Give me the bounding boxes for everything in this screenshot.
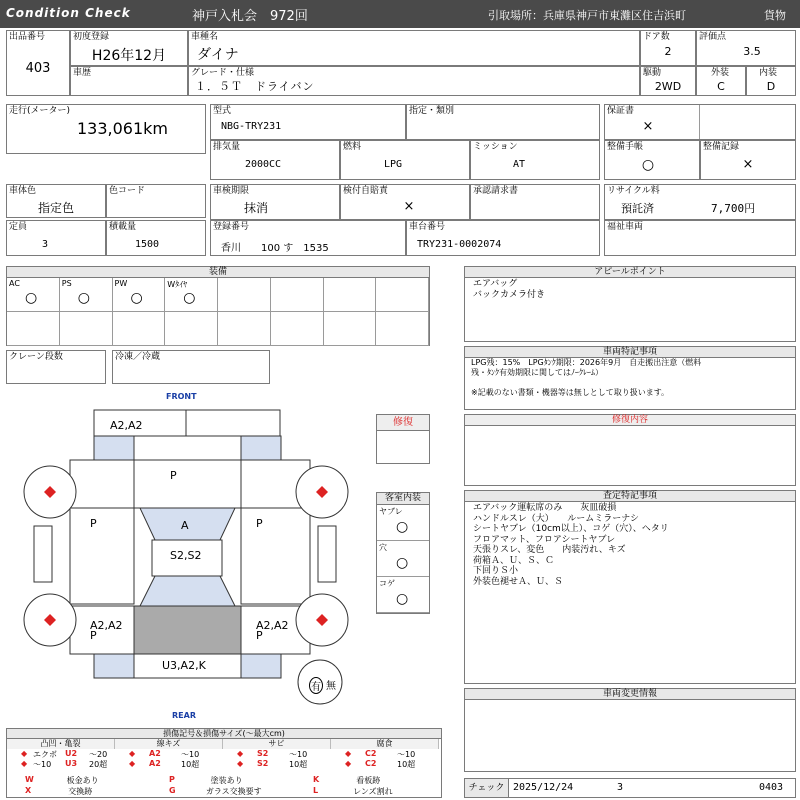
appeal-line-2: バックカメラ付き [473, 290, 546, 300]
legend-key: G [169, 786, 176, 795]
equipment-label: AC [9, 279, 20, 288]
mission-label: ミッション [473, 142, 518, 152]
legend-code: A2 [149, 759, 161, 768]
mileage-label: 走行(メーター) [9, 106, 71, 116]
cabin-title: 客室内装 [377, 493, 429, 505]
exterior-grade: C [717, 80, 725, 93]
designation-label: 指定・類別 [409, 106, 455, 116]
legend-key: P [169, 775, 175, 784]
fuel-box [340, 140, 470, 180]
history-label: 車歴 [73, 68, 92, 78]
equipment-mark: ○ [130, 290, 143, 306]
left-door-damage: P [90, 517, 97, 530]
assessment-line: エアバック運転席のみ 灰皿破損 [473, 503, 617, 513]
assessment-lines [473, 503, 669, 587]
legend-code: A2 [149, 749, 161, 758]
assessment-line: シートヤブレ（10cm以上）、コゲ（穴）、ヘタリ [473, 524, 669, 534]
legend-header: 線キズ [115, 739, 223, 749]
legend-desc: 板金あり [66, 776, 99, 785]
cabin-item [377, 505, 429, 541]
chassis-box [406, 220, 600, 256]
equipment-cell [376, 312, 429, 346]
car-name-label: 車種名 [191, 32, 219, 42]
legend-desc: 交換跡 [68, 787, 93, 796]
first-reg-box [70, 30, 188, 66]
model-box [210, 104, 406, 140]
legend-header: 腐食 [331, 739, 439, 749]
cabin-panel [376, 492, 430, 614]
assessment-line: ハンドルスレ（大） ルームミラーナシ [473, 513, 640, 524]
mission-box [470, 140, 600, 180]
score: 3.5 [743, 45, 761, 58]
roof-damage: S2,S2 [170, 549, 202, 562]
windshield-damage: A [181, 519, 189, 532]
header-bar [0, 0, 800, 28]
drive: 2WD [654, 80, 682, 93]
capacity-label: 定員 [9, 222, 28, 232]
spare-tire-yes: 有 [309, 677, 323, 694]
drive-box [640, 66, 696, 96]
assessment-panel [464, 490, 796, 684]
displacement-box [210, 140, 340, 180]
self-liability: × [403, 199, 415, 214]
equipment-cell [60, 278, 113, 312]
freezer-box [112, 350, 270, 384]
equipment-mark: ○ [25, 290, 38, 306]
special-panel [464, 346, 796, 410]
legend-code: S2 [257, 749, 269, 758]
legend-diamond: ◆ [129, 749, 136, 758]
equipment-title: 装備 [7, 267, 429, 278]
model-label: 型式 [213, 106, 232, 116]
inspection-label: 車検期限 [213, 186, 250, 196]
equipment-cell [113, 312, 166, 346]
cabin-item [377, 577, 429, 613]
interior-label: 内装 [759, 68, 778, 78]
grade: １．５Ｔ ドライバン [195, 80, 315, 93]
capacity: 3 [41, 239, 49, 250]
rear-right-damage: A2,A2 [256, 619, 289, 632]
legend-desc: レンズ割れ [353, 787, 393, 796]
crane-label: クレーン段数 [9, 352, 63, 362]
warranty-label: 保証書 [607, 106, 635, 116]
change-title: 車両変更情報 [465, 689, 795, 700]
equipment-cell [165, 278, 218, 312]
assessment-line: 天張りスレ、変色 内装汚れ、キズ [473, 545, 626, 555]
legend-desc: 看板跡 [356, 776, 381, 785]
assessment-line: 外装色褪せＡ、Ｕ、Ｓ [473, 576, 564, 587]
legend-header: サビ [223, 739, 331, 749]
legend-size: 10超 [289, 760, 308, 769]
equipment-panel [6, 266, 430, 346]
body-color-label: 車体色 [9, 186, 37, 196]
interior-grade: D [766, 80, 776, 93]
inspection-box [210, 184, 340, 220]
maint-record: × [742, 157, 754, 172]
first-reg: H26年12月 [91, 48, 167, 64]
equipment-cell [271, 312, 324, 346]
interior-box [746, 66, 796, 96]
car-name: ダイナ [197, 47, 239, 63]
repair-label: 修復 [377, 415, 429, 431]
special-line-4: ※記載のない書類・機器等は無しとして取り扱います。 [471, 388, 670, 397]
warranty: × [642, 119, 654, 134]
cabin-item-mark: ○ [396, 591, 409, 607]
equipment-label: Wﾀｲﾔ [167, 280, 188, 289]
legend-code: U2 [65, 749, 78, 758]
doors-box [640, 30, 696, 66]
capacity-box [6, 220, 106, 256]
legend-code: U3 [65, 759, 78, 768]
model: NBG-TRY231 [221, 121, 282, 132]
special-line-1: LPG残：15% LPGﾀﾝｸ期限：2026年9月 自走搬出注意（燃料 [471, 358, 702, 367]
special-line-2: 残・ﾀﾝｸ有効期限に関してはﾉｰｸﾚｰﾑ） [471, 368, 603, 377]
equipment-cell [113, 278, 166, 312]
legend-key: W [25, 775, 34, 784]
recycle-label: リサイクル料 [607, 186, 660, 196]
rear-left-damage: A2,A2 [90, 619, 123, 632]
mission: AT [512, 159, 526, 170]
rear-label: REAR [172, 711, 196, 720]
hood-damage: P [170, 469, 177, 482]
assessment-line: 荷箱Ａ、Ｕ、Ｓ、Ｃ [473, 555, 555, 566]
mileage: 133,061km [77, 119, 169, 138]
check-code: 0403 [759, 782, 784, 793]
maint-book-label: 整備手帳 [607, 142, 644, 152]
check-date: 2025/12/24 [513, 782, 574, 793]
legend-size: ～10 [289, 750, 308, 759]
appeal-line-1: エアバッグ [473, 279, 518, 289]
equipment-cell [324, 312, 377, 346]
legend-size: ～20 [89, 750, 108, 759]
cabin-item-label: ヤブレ [379, 507, 403, 516]
reg-number: 香川 100 す 1535 [221, 243, 329, 254]
equipment-cell [218, 278, 271, 312]
vehicle-category: 貨物 [764, 9, 786, 22]
fuel: LPG [383, 159, 403, 170]
spare-tire-no: 無 [326, 681, 336, 692]
chassis-number: TRY231-0002074 [417, 239, 502, 250]
assessment-title: 査定特記事項 [465, 491, 795, 502]
reg-number-box [210, 220, 406, 256]
self-liability-box [340, 184, 470, 220]
designation-box [406, 104, 600, 140]
displacement-label: 排気量 [213, 142, 241, 152]
displacement: 2000CC [244, 159, 282, 170]
equipment-cell [60, 312, 113, 346]
lot-number-box [6, 30, 70, 96]
car-name-box [188, 30, 640, 66]
auction-title: 神戸入札会 972回 [192, 9, 308, 24]
condition-check-title: Condition Check [6, 6, 131, 20]
welfare-label: 福祉車両 [607, 222, 644, 232]
welfare-box [604, 220, 796, 256]
equipment-cell [7, 278, 60, 312]
grade-label: グレード・仕様 [191, 68, 255, 78]
legend-text: エクボ [33, 750, 57, 759]
legend-diamond: ◆ [129, 759, 136, 768]
recycle-status: 預託済 [621, 202, 654, 215]
rear-bumper-damage: U3,A2,K [162, 659, 206, 672]
repair-content-panel [464, 414, 796, 486]
legend-size: 20超 [89, 760, 108, 769]
self-liability-label: 検付自賠責 [343, 186, 389, 196]
recycle-fee: 7,700円 [711, 202, 756, 215]
appeal-title: アピールポイント [465, 267, 795, 278]
score-box [696, 30, 796, 66]
assessment-line: 下回りＳ小 [473, 566, 519, 576]
right-door-damage: P [256, 517, 263, 530]
legend-title: 損傷記号＆損傷サイズ(～最大cm) [7, 729, 441, 739]
legend-code: C2 [365, 759, 377, 768]
maint-record-label: 整備記録 [703, 142, 740, 152]
legend-diamond: ◆ [21, 749, 28, 758]
check-row [464, 778, 796, 798]
legend-text: ～10 [33, 760, 52, 769]
cabin-item-mark: ○ [396, 519, 409, 535]
fuel-label: 燃料 [343, 142, 362, 152]
legend-desc: 塗装あり [210, 776, 243, 785]
check-num: 3 [617, 782, 624, 793]
freezer-label: 冷凍／冷蔵 [115, 352, 161, 362]
cabin-item-mark: ○ [396, 555, 409, 571]
cabin-item [377, 541, 429, 577]
equipment-cell [324, 278, 377, 312]
exterior-label: 外装 [711, 68, 730, 78]
rear-left-paint: P [90, 629, 97, 642]
load-label: 積載量 [109, 222, 137, 232]
equipment-cell [218, 312, 271, 346]
repair-box [376, 414, 430, 464]
legend-code: C2 [365, 749, 377, 758]
approval-label: 承認請求書 [473, 186, 519, 196]
maint-book: ○ [641, 157, 655, 173]
color-code-label: 色コード [109, 186, 146, 196]
approval-box [470, 184, 600, 220]
legend-key: L [313, 786, 319, 795]
assessment-line: フロアマット、フロアシートヤブレ [473, 534, 616, 545]
legend-key: X [25, 786, 32, 795]
rear-right-paint: P [256, 629, 263, 642]
body-color: 指定色 [37, 201, 74, 215]
legend-diamond: ◆ [345, 749, 352, 758]
drive-label: 駆動 [643, 68, 662, 78]
first-reg-label: 初度登録 [73, 32, 110, 42]
repair-content-title: 修復内容 [465, 415, 795, 426]
equipment-cell [7, 312, 60, 346]
cabin-item-label: コゲ [379, 579, 395, 588]
equipment-cell [165, 312, 218, 346]
equipment-mark: ○ [183, 290, 196, 306]
crane-box [6, 350, 106, 384]
doors: 2 [664, 45, 672, 58]
legend-desc: ガラス交換要す [205, 787, 262, 796]
legend-size: 10超 [397, 760, 416, 769]
body-color-box [6, 184, 106, 218]
warranty-box [604, 104, 796, 140]
damage-legend [6, 728, 442, 798]
color-code-box [106, 184, 206, 218]
legend-size: ～10 [181, 750, 200, 759]
maint-record-box [700, 140, 796, 180]
legend-code: S2 [257, 759, 269, 768]
grade-box [188, 66, 640, 96]
equipment-label: PW [114, 279, 128, 288]
legend-header: 凸凹・亀裂 [7, 739, 115, 749]
appeal-panel [464, 266, 796, 342]
history-box [70, 66, 188, 96]
check-label: チェック [465, 779, 509, 797]
equipment-cell [271, 278, 324, 312]
legend-diamond: ◆ [237, 759, 244, 768]
inspection: 抹消 [243, 201, 268, 215]
legend-size: 10超 [181, 760, 200, 769]
mileage-box-bottom [6, 140, 206, 154]
load: 1500 [134, 239, 160, 250]
front-label: FRONT [166, 392, 197, 401]
maint-book-box [604, 140, 700, 180]
change-panel [464, 688, 796, 772]
special-title: 車両特記事項 [465, 347, 795, 358]
load-box [106, 220, 206, 256]
doors-label: ドア数 [643, 32, 670, 42]
legend-key: K [313, 775, 320, 784]
legend-diamond: ◆ [345, 759, 352, 768]
reg-number-label: 登録番号 [213, 222, 250, 232]
legend-size: ～10 [397, 750, 416, 759]
pickup-place: 引取場所：兵庫県神戸市東灘区住吉浜町 [488, 9, 686, 22]
equipment-mark: ○ [77, 290, 90, 306]
lot-number: 403 [25, 61, 51, 76]
legend-diamond: ◆ [237, 749, 244, 758]
legend-diamond: ◆ [21, 759, 28, 768]
front-bumper-damage: A2,A2 [110, 419, 143, 432]
lot-number-label: 出品番号 [9, 32, 46, 42]
exterior-box [696, 66, 746, 96]
equipment-cell [376, 278, 429, 312]
recycle-box [604, 184, 796, 220]
score-label: 評価点 [699, 32, 727, 42]
equipment-label: PS [61, 279, 72, 288]
chassis-label: 車台番号 [409, 222, 446, 232]
cabin-item-label: 穴 [379, 543, 387, 552]
